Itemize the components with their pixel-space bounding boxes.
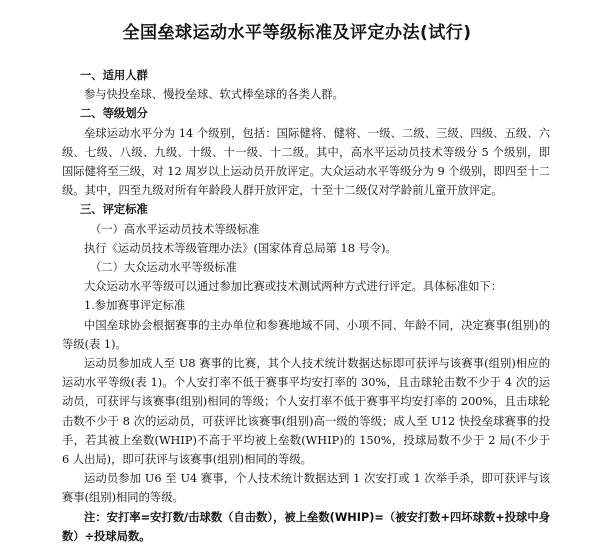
section-heading-level-division: 二、等级划分 — [80, 106, 148, 121]
paragraph-level-division: 垒球运动水平分为 14 个级别，包括：国际健将、健将、一级、二级、三级、四级、五级、六级、七级、八级、九级、十级、十一级、十二级。其中，高水平运动员技术等级分 5 个级别，即国际健将至三级，对 12 周岁以上运动员开放评定。大众运动水平等级分为 9 个级别，即四至十二级。其中，四至九级对所有年龄段人群开放评定，十至十二级仅对学龄前儿童开放评定。 — [62, 126, 550, 198]
paragraph-public-standard: 大众运动水平等级可以通过参加比赛或技术测试两种方式进行评定。具体标准如下： — [84, 280, 502, 294]
subheading-public-standard: （二）大众运动水平等级标准 — [90, 261, 237, 275]
paragraph-elite-standard: 执行《运动员技术等级管理办法》(国家体育总局第 18 号令)。 — [84, 241, 397, 255]
section-heading-evaluation-standard: 三、评定标准 — [80, 202, 148, 217]
document-body — [62, 66, 550, 546]
paragraph-event-levels: 中国垒球协会根据赛事的主办单位和参赛地域不同、小项不同、年龄不同，决定赛事(组别)的等级(表 1)。 — [62, 318, 550, 351]
paragraph-u6-u4-rules: 运动员参加 U6 至 U4 赛事，个人技术统计数据达到 1 次安打或 1 次举手杀，即可获评与该赛事(组别)相同的等级。 — [62, 472, 550, 505]
section-heading-applicable-groups: 一、适用人群 — [80, 68, 148, 82]
note-formula: 注：安打率=安打数/击球数（自击数），被上垒数(WHIP)=（被安打数+四坏球数+投球中身数）÷投球局数。 — [62, 510, 550, 543]
document-title: 全国垒球运动水平等级标准及评定办法(试行) — [122, 23, 472, 43]
paragraph-adult-u8-rules: 运动员参加成人至 U8 赛事的比赛，其个人技术统计数据达标即可获评与该赛事(组别)相应的运动水平等级(表 1)。个人安打率不低于赛事平均安打率的 30%，且击球轮击数不少于 4 次的运动员，可获评与该赛事(组别)相同的等级；个人安打率不低于赛事平均安打率的 200%，且击球轮击数不少于 8 次的运动员，可获评比该赛事(组别)高一级的等级；成人至 U12 快投垒球赛事的投手，若其被上垒数(WHIP)不高于平均被上垒数(WHIP)的 150%，投球局数不少于 2 局(不少于 6 人出局)，即可获评与该赛事(组别)相同的等级。 — [62, 357, 550, 467]
item-competition-standard: 1.参加赛事评定标准 — [84, 299, 186, 313]
subheading-elite-standard: （一）高水平运动员技术等级标准 — [90, 222, 260, 236]
paragraph-applicable-groups: 参与快投垒球、慢投垒球、软式棒垒球的各类人群。 — [84, 88, 344, 102]
